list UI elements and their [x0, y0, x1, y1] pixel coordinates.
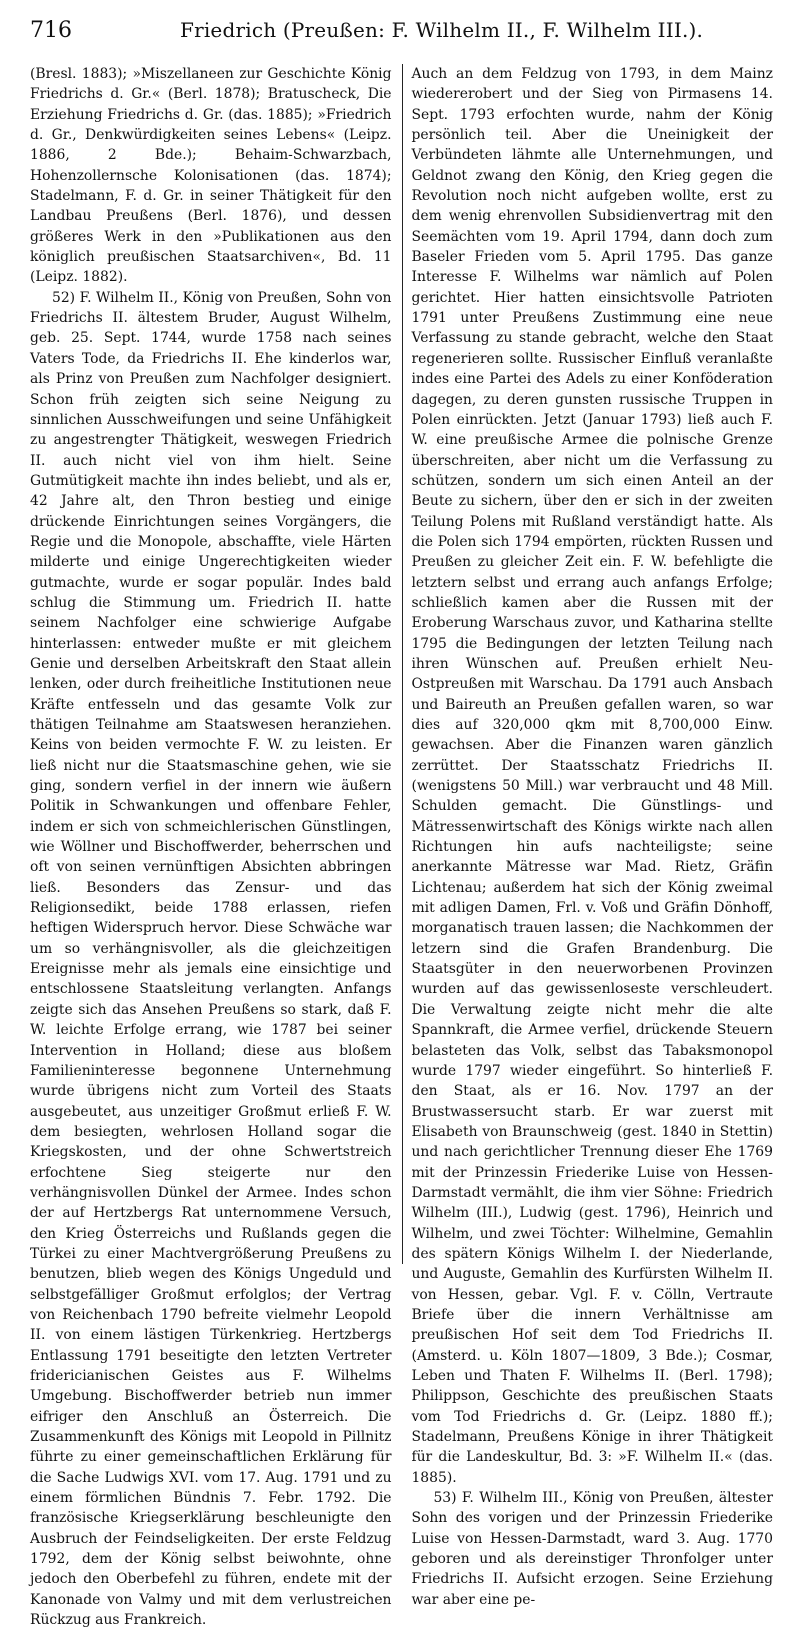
left-column: [30, 64, 392, 1629]
paragraph-entry-52: 52) F. Wilhelm II., König von Preußen, Sohn von Friedrichs II. ältestem Bruder, August Wilhelm, geb. 25. Sept. 1744, wurde 1758 nach seines Vaters Tode, da Friedrichs II. Ehe kinderlos war, als Prinz von Preußen zum Nachfolger designiert. Schon früh zeigten sich seine Neigung zu sinnlichen Ausschweifungen und seine Unfähigkeit zu angestrengter Thätigkeit, weswegen Friedrich II. auch nicht viel von ihm hielt. Seine Gutmütigkeit machte ihn indes beliebt, und als er, 42 Jahre alt, den Thron bestieg und einige drückende Einrichtungen seines Vorgängers, die Regie und die Monopole, abschaffte, viele Härten milderte und einige Ungerechtigkeiten wieder gutmachte, wurde er sogar populär. Indes bald schlug die Stimmung um. Friedrich II. hatte seinem Nachfolger eine schwierige Aufgabe hinterlassen: entweder mußte er mit gleichem Genie und derselben Arbeitskraft den Staat allein lenken, oder durch freiheitliche Institutionen neue Kräfte entfesseln und das gesamte Volk zur thätigen Teilnahme am Staatswesen heranziehen. Keins von beiden vermochte F. W. zu leisten. Er ließ nicht nur die Staatsmaschine gehen, wie sie ging, sondern verfiel in der innern wie äußern Politik in Schwankungen und offenbare Fehler, indem er sich von schmeichlerischen Günstlingen, wie Wöllner und Bischoffwerder, beherrschen und oft von seinen vernünftigen Absichten abbringen ließ. Besonders das Zensur- und das Religionsedikt, beide 1788 erlassen, riefen heftigen Widerspruch hervor. Diese Schwäche war um so verhängnisvoller, als die gleichzeitigen Ereignisse mehr als jemals eine einsichtige und entschlossene Staatsleitung verlangten. Anfangs zeigte sich das Ansehen Preußens so stark, daß F. W. leichte Erfolge errang, wie 1787 bei seiner Intervention in Holland; diese aus bloßem Familieninteresse begonnene Unternehmung wurde übrigens nicht zum Vorteil des Staats ausgebeutet, aus unzeitiger Großmut erließ F. W. dem besiegten, wehrlosen Holland sogar die Kriegskosten, und der ohne Schwertstreich erfochtene Sieg steigerte nur den verhängnisvollen Dünkel der Armee. Indes schon der auf Hertzbergs Rat unternommene Versuch, den Krieg Österreichs und Rußlands gegen die Türkei zu einer Machtvergrößerung Preußens zu benutzen, blieb wegen des Königs Ungeduld und selbstgefälliger Großmut erfolglos; der Vertrag von Reichenbach 1790 befreite vielmehr Leopold II. von einem lästigen Türkenkrieg. Hertzbergs Entlassung 1791 beseitigte den letzten Vertreter fridericianischen Geistes aus F. Wilhelms Umgebung. Bischoffwerder betrieb nun immer eifriger den Anschluß an Österreich. Die Zusammenkunft des Königs mit Leopold in Pillnitz führte zu einer gemeinschaftlichen Erklärung für die Sache Ludwigs XVI. vom 17. Aug. 1791 und zu einem förmlichen Bündnis 7. Febr. 1792. Die französische Kriegserklärung beschleunigte den Ausbruch der Feindseligkeiten. Der erste Feldzug 1792, dem der König selbst beiwohnte, ohne jedoch den Oberbefehl zu führen, endete mit der Kanonade von Valmy und mit dem verlustreichen Rückzug aus Frankreich.: [30, 289, 392, 1629]
paragraph-entry-53: 53) F. Wilhelm III., König von Preußen, ältester Sohn des vorigen und der Prinzessin Friederike Luise von Hessen-Darmstadt, ward 3. Aug. 1770 geboren und als dereinstiger Thronfolger unter Friedrichs II. Aufsicht erzogen. Seine Erziehung war aber eine pe-: [411, 1490, 773, 1608]
column-divider: [402, 64, 404, 1264]
paragraph-bibliography: (Bresl. 1883); »Miszellaneen zur Geschichte König Friedrichs d. Gr.« (Berl. 1878); Bratuscheck, Die Erziehung Friedrichs d. Gr. (das. 1885); »Friedrich d. Gr., Denkwürdigkeiten seines Lebens« (Leipz. 1886, 2 Bde.); Behaim-Schwarzbach, Hohenzollernsche Kolonisationen (das. 1874); Stadelmann, F. d. Gr. in seiner Thätigkeit für den Landbau Preußens (Berl. 1876), und dessen größeres Werk in den »Publikationen aus den königlich preußischen Staatsarchiven«, Bd. 11 (Leipz. 1882).: [30, 66, 392, 286]
text-columns: [30, 64, 773, 1629]
page-header: [30, 18, 773, 64]
running-head: Friedrich (Preußen: F. Wilhelm II., F. Wilhelm III.).: [180, 18, 704, 42]
right-column: [411, 64, 773, 1608]
page-number: 716: [30, 18, 72, 43]
paragraph-entry-52-continued: Auch an dem Feldzug von 1793, in dem Mainz wiedererobert und der Sieg von Pirmasens 14. Sept. 1793 erfochten wurde, nahm der König persönlich teil. Aber die Uneinigkeit der Verbündeten lähmte alle Unternehmungen, und Geldnot zwang den König, den Krieg gegen die Revolution noch nicht aufgeben wollte, erst zu dem wenig ehrenvollen Subsidienvertrag mit den Seemächten vom 19. April 1794, dann doch zum Baseler Frieden vom 5. April 1795. Das ganze Interesse F. Wilhelms war nämlich auf Polen gerichtet. Hier hatten einsichtsvolle Patrioten 1791 unter Preußens Zustimmung eine neue Verfassung zu stande gebracht, welche den Staat regenerieren sollte. Russischer Einfluß veranlaßte indes eine Partei des Adels zu einer Konföderation dagegen, zu deren gunsten russische Truppen in Polen einrückten. Jetzt (Januar 1793) ließ auch F. W. eine preußische Armee die polnische Grenze überschreiten, aber nicht um die Verfassung zu schützen, sondern um sich einen Anteil an der Beute zu sichern, über den er sich in der zweiten Teilung Polens mit Rußland verständigt hatte. Als die Polen sich 1794 empörten, rückten Russen und Preußen zu gleicher Zeit ein. F. W. befehligte die letztern selbst und errang auch anfangs Erfolge; schließlich kamen aber die Russen mit der Eroberung Warschaus zuvor, und Katharina stellte 1795 die Bedingungen der letzten Teilung nach ihren Wünschen auf. Preußen erhielt Neu-Ostpreußen mit Warschau. Da 1791 auch Ansbach und Baireuth an Preußen gefallen waren, so war dies auf 320,000 qkm mit 8,700,000 Einw. gewachsen. Aber die Finanzen waren gänzlich zerrüttet. Der Staatsschatz Friedrichs II. (wenigstens 50 Mill.) war verbraucht und 48 Mill. Schulden gemacht. Die Günstlings- und Mätressenwirtschaft des Königs wirkte nach allen Richtungen hin aufs nachteiligste; seine anerkannte Mätresse war Mad. Rietz, Gräfin Lichtenau; außerdem hat sich der König zweimal mit adligen Damen, Frl. v. Voß und Gräfin Dönhoff, morganatisch trauen lassen; die Nachkommen der letzern sind die Grafen Brandenburg. Die Staatsgüter in den neuerworbenen Provinzen wurden auf das gewissenloseste verschleudert. Die Verwaltung zeigte nicht mehr die alte Spannkraft, die Armee verfiel, drückende Steuern belasteten das Volk, selbst das Tabaksmonopol wurde 1797 wieder eingeführt. So hinterließ F. den Staat, als er 16. Nov. 1797 an der Brustwassersucht starb. Er war zuerst mit Elisabeth von Braunschweig (gest. 1840 in Stettin) und nach gerichtlicher Trennung dieser Ehe 1769 mit der Prinzessin Friederike Luise von Hessen-Darmstadt vermählt, die ihm vier Söhne: Friedrich Wilhelm (III.), Ludwig (gest. 1796), Heinrich und Wilhelm, und zwei Töchter: Wilhelmine, Gemahlin des spätern Königs Wilhelm I. der Niederlande, und Auguste, Gemahlin des Kurfürsten Wilhelm II. von Hessen, gebar. Vgl. F. v. Cölln, Vertraute Briefe über die innern Verhältnisse am preußischen Hof seit dem Tod Friedrichs II. (Amsterd. u. Köln 1807—1809, 3 Bde.); Cosmar, Leben und Thaten F. Wilhelms II. (Berl. 1798); Philippson, Geschichte des preußischen Staats vom Tod Friedrichs d. Gr. (Leipz. 1880 ff.); Stadelmann, Preußens Könige in ihrer Thätigkeit für die Landeskultur, Bd. 3: »F. Wilhelm II.« (das. 1885).: [411, 66, 773, 1486]
